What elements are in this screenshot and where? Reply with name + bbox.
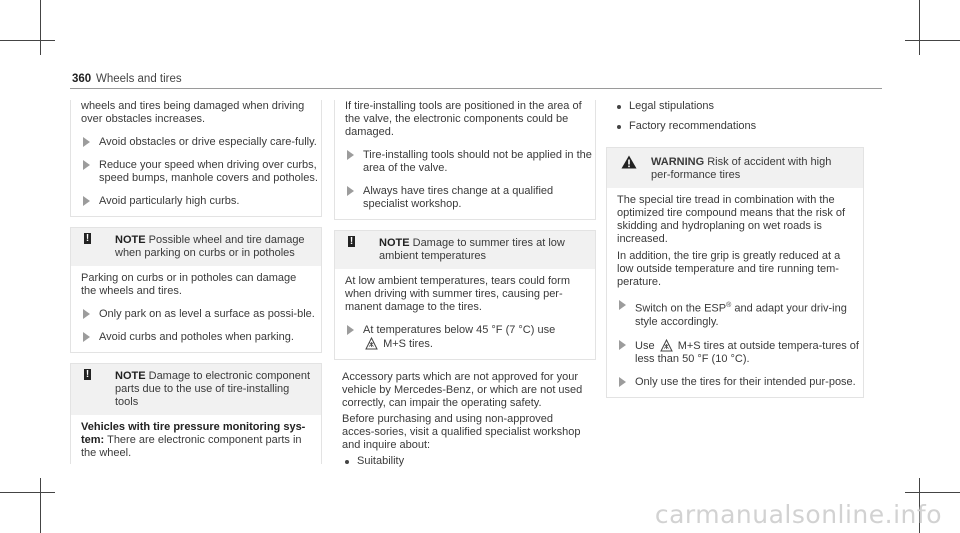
crop-mark (0, 492, 55, 493)
instruction-step (71, 331, 321, 344)
step-text: Avoid obstacles or drive especially care-fully. (99, 136, 317, 148)
accessory-paragraph: Accessory parts which are not approved for your vehicle by Mercedes-Benz, or which are not used correctly, can impair the operating safety. (342, 371, 583, 409)
note-heading: Damage to summer tires at low ambient temperatures (379, 237, 565, 262)
header-rule (70, 88, 882, 89)
column-2 (334, 100, 596, 468)
note-heading: Damage to electronic component parts due to the use of tire-installing tools (115, 370, 311, 408)
step-arrow-icon (619, 340, 626, 350)
note-header (71, 364, 321, 415)
instruction-step (607, 299, 863, 329)
box-intro-text: If tire-installing tools are positioned in the area of the valve, the electronic components could be damaged. (345, 100, 582, 138)
step-text: Reduce your speed when driving over curbs, speed bumps, manhole covers and potholes. (99, 159, 318, 184)
step-text: Always have tires change at a qualified specialist workshop. (363, 185, 554, 210)
step-text-suffix: M+S tires. (383, 338, 433, 350)
crop-mark (40, 0, 41, 55)
step-arrow-icon (347, 186, 354, 196)
step-arrow-icon (347, 150, 354, 160)
warning-body: The special tire tread in combination with the optimized tire compound means that the risk of skidding and hydroplaning on wet roads is increased. (617, 194, 846, 245)
watermark: carmanualsonline.info (654, 500, 942, 529)
continued-instruction-box (70, 100, 322, 217)
crop-mark (905, 492, 960, 493)
step-text-suffix: and adapt your driv-ing style accordingly. (635, 302, 847, 328)
step-text: Only use the tires for their intended pur-pose. (635, 375, 856, 388)
list-item (614, 120, 856, 133)
bullet-icon (345, 460, 349, 464)
instruction-step (71, 195, 321, 208)
note-heading: Possible wheel and tire damage when parking on curbs or in potholes (115, 234, 305, 259)
mountain-snowflake-icon (660, 339, 673, 352)
note-header (71, 228, 321, 266)
instruction-step (335, 324, 595, 351)
step-arrow-icon (83, 196, 90, 206)
step-text: Switch on the ESP (635, 302, 727, 315)
note-label: NOTE (115, 234, 146, 246)
step-arrow-icon (619, 300, 626, 310)
step-arrow-icon (619, 377, 626, 387)
column-1 (70, 100, 322, 464)
exclamation-icon: ! (349, 236, 354, 247)
step-text: Only park on as level a surface as possi-ble. (99, 308, 315, 320)
crop-mark (0, 40, 55, 41)
box-intro-text: wheels and tires being damaged when driving over obstacles increases. (81, 100, 305, 125)
page-section-title: Wheels and tires (96, 73, 182, 85)
warning-triangle-icon (621, 155, 637, 169)
note-box (334, 230, 596, 360)
step-arrow-icon (83, 309, 90, 319)
instruction-step (607, 339, 863, 366)
note-body: Parking on curbs or in potholes can damage the wheels and tires. (81, 272, 297, 297)
bullet-icon (617, 125, 621, 129)
instruction-step (71, 308, 321, 321)
mountain-snowflake-icon (365, 337, 378, 350)
crop-mark (919, 0, 920, 55)
step-text: Avoid particularly high curbs. (99, 195, 240, 207)
warning-box (606, 147, 864, 398)
step-arrow-icon (83, 332, 90, 342)
warning-heading: Risk of accident with high per-formance tires (651, 156, 832, 181)
tpms-label: Vehicles with tire pressure monitoring sys-tem: (81, 421, 306, 446)
bullet-icon (617, 105, 621, 109)
note-box (70, 363, 322, 464)
tpms-text: There are electronic component parts in the wheel. (81, 434, 302, 459)
step-text: Avoid curbs and potholes when parking. (99, 331, 294, 343)
registered-mark: ® (726, 302, 732, 309)
instruction-step (335, 149, 595, 175)
instruction-step (71, 136, 321, 149)
page-number: 360 (72, 73, 92, 85)
list-item-text: Legal stipulations (629, 100, 715, 112)
step-arrow-icon (83, 137, 90, 147)
list-item (614, 100, 856, 113)
continued-note-box (334, 100, 596, 220)
note-header (335, 231, 595, 269)
column-3 (606, 100, 864, 398)
instruction-step (607, 376, 863, 389)
note-box (70, 227, 322, 353)
accessory-paragraph: Before purchasing and using non-approved acces-sories, visit a qualified specialist workshop and inquire about: (342, 413, 581, 451)
step-text: At temperatures below 45 °F (7 °C) use (363, 324, 556, 336)
warning-header (607, 148, 863, 188)
list-item (342, 455, 588, 468)
step-arrow-icon (83, 160, 90, 170)
step-text: Tire-installing tools should not be applied in the area of the valve. (363, 149, 592, 174)
note-label: NOTE (115, 370, 146, 382)
note-body: At low ambient temperatures, tears could form when driving with summer tires, causing per-manent damage to the tires. (345, 275, 570, 313)
warning-label: WARNING (651, 156, 705, 168)
list-item-text: Suitability (357, 455, 405, 467)
list-item-text: Factory recommendations (629, 120, 757, 132)
note-label: NOTE (379, 237, 410, 249)
step-text-suffix: M+S tires at outside tempera-tures of less than 50 °F (10 °C). (635, 339, 859, 365)
warning-body: In addition, the tire grip is greatly reduced at a low outside temperature and tire running tem-perature. (617, 250, 841, 288)
crop-mark (40, 478, 41, 533)
instruction-step (71, 159, 321, 185)
exclamation-icon: ! (85, 233, 90, 244)
step-text: Use (635, 339, 655, 352)
exclamation-icon: ! (85, 369, 90, 380)
instruction-step (335, 185, 595, 211)
step-arrow-icon (347, 325, 354, 335)
crop-mark (905, 40, 960, 41)
